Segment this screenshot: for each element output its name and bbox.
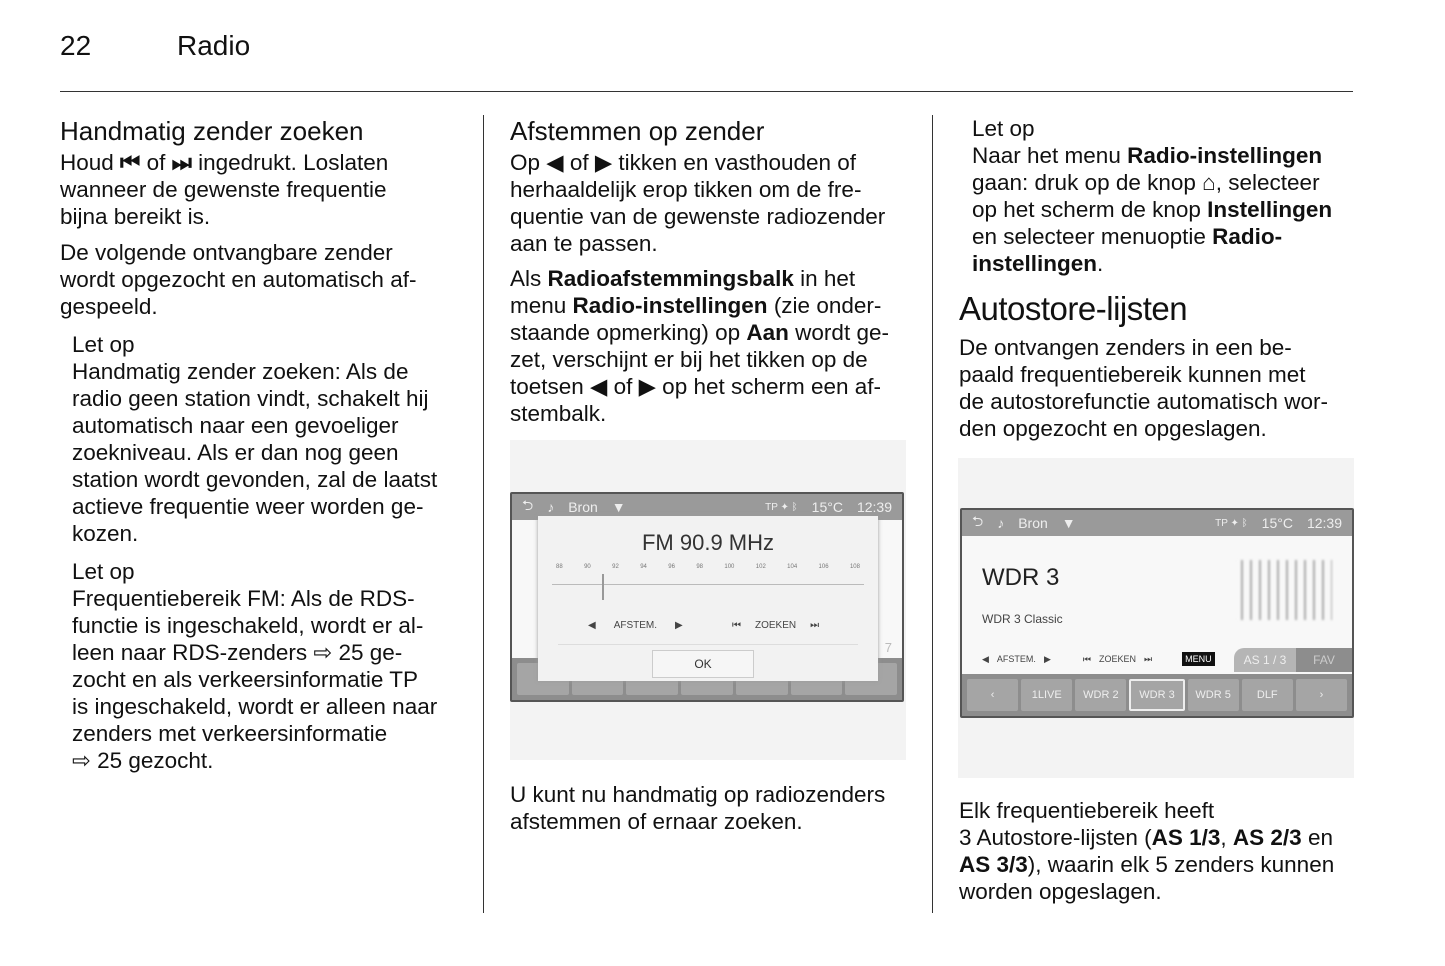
page-title: Radio	[177, 30, 251, 61]
dropdown-icon: ▼	[611, 499, 626, 515]
seek-forward-button[interactable]: ⏭	[1143, 653, 1153, 664]
scale-tick-label: 94	[640, 564, 647, 570]
source-label: Bron	[568, 499, 598, 515]
tune-up-button[interactable]: ▶	[1043, 653, 1051, 664]
column-divider	[483, 115, 484, 913]
tune-down-button[interactable]: ◀	[982, 653, 989, 664]
seek-back-button[interactable]: ⏮	[732, 620, 741, 631]
audio-visualizer	[1237, 560, 1332, 620]
status-icons: TP ✦ ᛒ	[765, 501, 798, 513]
bold-text: Radio-instellingen	[572, 293, 768, 318]
section-heading: Handmatig zender zoeken	[60, 116, 364, 146]
preset-button[interactable]: WDR 5	[1188, 679, 1239, 711]
bold-text: Radio-instellingen	[1127, 143, 1323, 168]
scale-line	[552, 584, 864, 585]
text-run: De volgende ontvangbare zender wordt opgezocht en automatisch af- gespeeld.	[60, 240, 417, 319]
text-run: .	[1097, 251, 1104, 276]
bold-text: Radioafstemmingsbalk	[547, 266, 794, 291]
paragraph	[60, 149, 388, 230]
bold-text: AS 1/3	[1151, 825, 1221, 850]
dropdown-icon[interactable]: ▼	[1061, 515, 1076, 531]
bold-text: Aan	[746, 320, 789, 345]
section-heading: Autostore-lijsten	[959, 290, 1188, 327]
bold-text: ⏭	[171, 150, 192, 175]
back-icon: ⮌	[522, 497, 534, 513]
scale-tick-label: 106	[818, 564, 829, 570]
page-number: 22	[60, 30, 92, 61]
radio-screen-autostore	[960, 508, 1354, 718]
section-heading: Afstemmen op zender	[510, 116, 765, 146]
text-run: gaan: druk op de knop ⌂, selecteer op het scherm de knop	[972, 170, 1320, 222]
back-icon[interactable]: ⮌	[972, 513, 984, 529]
note	[972, 115, 1332, 277]
text-run: Houd	[60, 150, 121, 175]
text-run: Let op Handmatig zender zoeken: Als de radio geen station vindt, schakelt hij automatisch naar een gevoeliger zoekniveau. Als er dan nog geen station wordt gevonden, zal de laatst actieve frequentie weer worden ge- kozen.	[72, 332, 438, 546]
paragraph	[959, 334, 1328, 442]
bold-text: ⏮	[120, 150, 141, 175]
tune-down-button[interactable]: ◀	[588, 620, 596, 631]
caption	[510, 781, 885, 835]
status-bar	[962, 510, 1352, 536]
text-run: Let op Frequentiebereik FM: Als de RDS- functie is ingeschakeld, wordt er al- leen naar RDS-zenders ⇨ 25 ge- zocht en als verkeersinformatie TP is ingeschakeld, wordt er alleen naar zenders met verkeersinformatie ⇨ 25 gezocht.	[72, 559, 438, 773]
text-run: ingedrukt. Loslaten wanneer de gewenste frequentie bijna bereikt is.	[60, 150, 389, 229]
tune-label: AFSTEM.	[613, 620, 658, 631]
seek-forward-button[interactable]: ⏭	[810, 620, 820, 631]
seek-back-button[interactable]: ⏮	[1082, 653, 1091, 664]
paragraph	[510, 149, 885, 257]
text-run: Let op Naar het menu	[972, 116, 1121, 168]
clock: 12:39	[1306, 515, 1342, 531]
clock: 12:39	[856, 499, 892, 515]
text-run: ,	[1220, 825, 1233, 850]
program-text: WDR 3 Classic	[982, 612, 1063, 626]
text-run: of	[140, 150, 172, 175]
bold-text: Instellingen	[1207, 197, 1333, 222]
note	[72, 331, 437, 547]
seek-label: ZOEKEN	[1098, 654, 1136, 664]
scale-tick-label: 88	[556, 564, 563, 570]
screen-illustration	[510, 440, 906, 760]
column-divider	[932, 115, 933, 913]
status-icons: TP ✦ ᛒ	[1215, 517, 1248, 529]
tune-label: AFSTEM.	[996, 654, 1036, 664]
text-run: in het menu	[510, 266, 856, 318]
preset-prev-button[interactable]: ‹	[967, 679, 1018, 711]
paragraph	[60, 239, 416, 320]
scale-tick-label: 100	[724, 564, 735, 570]
temperature: 15°C	[811, 499, 843, 515]
bold-text: AS 2/3	[1232, 825, 1302, 850]
music-note-icon: ♪	[547, 499, 555, 515]
seek-label: ZOEKEN	[755, 620, 797, 631]
text-run: U kunt nu handmatig op radiozenders afstemmen of ernaar zoeken.	[510, 782, 886, 834]
header-rule	[60, 91, 1353, 92]
paragraph	[510, 265, 889, 427]
paragraph	[959, 797, 1334, 905]
temperature: 15°C	[1261, 515, 1293, 531]
divider	[558, 644, 858, 645]
bold-text: Radio- instellingen	[972, 224, 1283, 276]
source-label[interactable]: Bron	[1018, 515, 1048, 531]
text-run: (zie onder- staande opmerking) op	[510, 293, 882, 345]
scale-tick-label: 102	[755, 564, 766, 570]
text-run: en selecteer menuoptie	[972, 224, 1206, 249]
preset-button[interactable]: WDR 2	[1075, 679, 1126, 711]
station-name: WDR 3	[982, 564, 1060, 591]
text-run: Elk frequentiebereik heeft 3 Autostore-lijsten (	[959, 798, 1215, 850]
text-run: Op ◀ of ▶ tikken en vasthouden of herhaaldelijk erop tikken om de fre- quentie van de gewenste radiozender aan te passen.	[510, 150, 886, 256]
preset-button[interactable]: 1LIVE	[1021, 679, 1072, 711]
preset-button[interactable]: WDR 3	[1129, 679, 1184, 711]
note	[72, 558, 437, 774]
scale-tick-label: 104	[787, 564, 798, 570]
text-run: wordt ge- zet, verschijnt er bij het tikken op de toetsen ◀ of ▶ op het scherm een af- stembalk.	[510, 320, 889, 426]
frequency-marker[interactable]	[602, 574, 604, 600]
tab-favourites[interactable]: FAV	[1296, 648, 1352, 672]
scale-tick-label: 108	[849, 564, 860, 570]
scale-tick-label: 98	[696, 564, 703, 570]
tune-up-button[interactable]: ▶	[675, 620, 683, 631]
text-run: ), waarin elk 5 zenders kunnen worden opgeslagen.	[959, 852, 1335, 904]
text-run: De ontvangen zenders in een be- paald frequentiebereik kunnen met de autostorefunctie automatisch wor- den opgezocht en opgeslagen.	[959, 335, 1328, 441]
screen-illustration	[958, 458, 1354, 778]
preset-button[interactable]: DLF	[1242, 679, 1293, 711]
radio-screen-tuning	[510, 492, 904, 702]
frequency-display: FM 90.9 MHz	[641, 530, 775, 555]
text-run: en	[1307, 825, 1333, 850]
text-run: Als	[510, 266, 548, 291]
music-note-icon: ♪	[997, 515, 1005, 531]
scale-tick-label: 90	[584, 564, 591, 570]
scale-tick-label: 92	[612, 564, 619, 570]
tuning-dialog	[538, 516, 878, 681]
scale-tick-label: 96	[668, 564, 675, 570]
tab-autostore[interactable]: AS 1 / 3	[1234, 648, 1296, 672]
preset-bar	[962, 674, 1352, 716]
bold-text: AS 3/3	[959, 852, 1028, 877]
ok-button[interactable]: OK	[652, 650, 754, 678]
preset-next-button[interactable]: ›	[1296, 679, 1347, 711]
page-indicator: 7	[884, 640, 892, 655]
menu-button[interactable]: MENU	[1182, 652, 1215, 666]
